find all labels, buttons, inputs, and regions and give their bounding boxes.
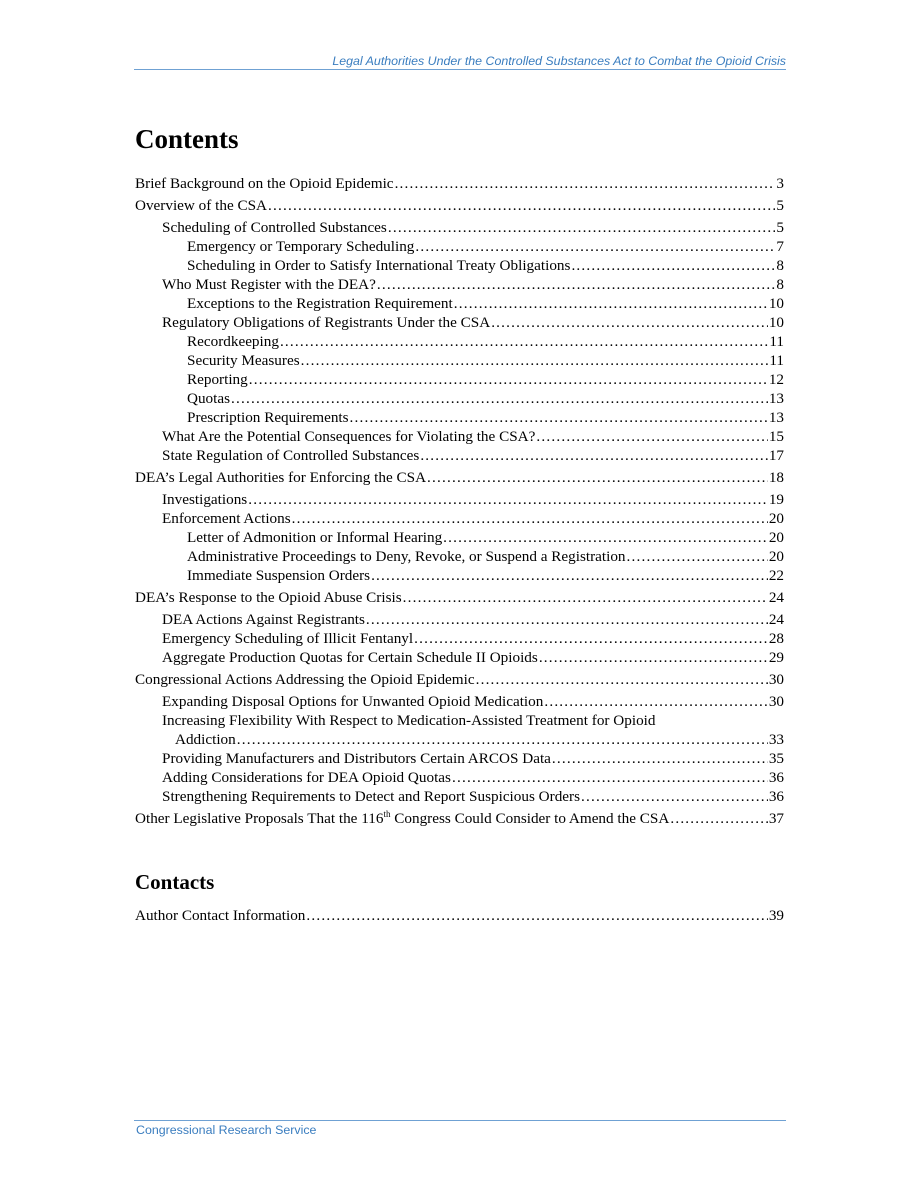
toc-entry[interactable]: Enforcement Actions . . . 20	[135, 509, 784, 528]
toc-page-number: 35	[768, 750, 784, 767]
toc-entry[interactable]: DEA’s Legal Authorities for Enforcing the CSA . . . 18	[135, 468, 784, 487]
toc-page-number: 15	[768, 428, 784, 445]
toc-leader	[415, 237, 775, 256]
toc-page-number: 18	[768, 469, 784, 486]
toc-page-number: 19	[768, 491, 784, 508]
toc-leader	[454, 294, 768, 313]
toc-leader	[539, 648, 768, 667]
toc-page-number: 10	[768, 314, 784, 331]
toc-leader	[301, 351, 769, 370]
header-rule	[134, 69, 786, 70]
running-header: Legal Authorities Under the Controlled Substances Act to Combat the Opioid Crisis	[332, 54, 786, 68]
toc-leader	[452, 768, 768, 787]
toc-leader	[268, 196, 775, 215]
toc-leader	[414, 629, 768, 648]
toc-leader	[443, 528, 768, 547]
toc-leader	[388, 218, 776, 237]
toc-leader	[306, 906, 767, 925]
toc-page-number: 24	[768, 611, 784, 628]
footer-publisher: Congressional Research Service	[136, 1123, 317, 1137]
toc-entry[interactable]: Scheduling in Order to Satisfy International Treaty Obligations . . . 8	[135, 256, 784, 275]
toc-leader	[536, 427, 767, 446]
toc-leader	[491, 313, 768, 332]
toc-entry[interactable]: DEA Actions Against Registrants . . . 24	[135, 610, 784, 629]
toc-entry[interactable]: Expanding Disposal Options for Unwanted Opioid Medication . . . 30	[135, 692, 784, 711]
toc-entry[interactable]: Immediate Suspension Orders . . . 22	[135, 566, 784, 585]
toc-entry[interactable]: Author Contact Information . . . 39	[135, 906, 784, 925]
toc-page-number: 22	[768, 567, 784, 584]
toc-entry[interactable]: Prescription Requirements . . . 13	[135, 408, 784, 427]
toc-leader	[350, 408, 768, 427]
toc-entry[interactable]: Providing Manufacturers and Distributors Certain ARCOS Data . . . 35	[135, 749, 784, 768]
toc-page-number: 8	[776, 257, 784, 274]
toc-page-number: 37	[768, 810, 784, 827]
toc-page-number: 5	[776, 197, 784, 214]
toc-page-number: 30	[768, 693, 784, 710]
toc-page-number: 8	[776, 276, 784, 293]
toc-page-number: 3	[776, 175, 784, 192]
toc-entry[interactable]: Overview of the CSA . . . 5	[135, 196, 784, 215]
toc-entry[interactable]: Brief Background on the Opioid Epidemic . . . 3	[135, 174, 784, 193]
toc-page-number: 5	[776, 219, 784, 236]
toc-page-number: 20	[768, 510, 784, 527]
toc-leader	[371, 566, 768, 585]
toc-leader	[377, 275, 776, 294]
toc-leader	[237, 730, 768, 749]
toc-page-number: 24	[768, 589, 784, 606]
toc-entry[interactable]: Reporting . . . 12	[135, 370, 784, 389]
toc-page-number: 13	[768, 390, 784, 407]
toc-entry[interactable]: Congressional Actions Addressing the Opioid Epidemic . . . 30	[135, 670, 784, 689]
toc-leader	[476, 670, 768, 689]
toc-entry[interactable]: Adding Considerations for DEA Opioid Quotas . . . 36	[135, 768, 784, 787]
toc-entry[interactable]: What Are the Potential Consequences for Violating the CSA? . . . 15	[135, 427, 784, 446]
toc-page-number: 10	[768, 295, 784, 312]
toc-page-number: 28	[768, 630, 784, 647]
toc-entry[interactable]: Strengthening Requirements to Detect and Report Suspicious Orders . . . 36	[135, 787, 784, 806]
contacts-heading: Contacts	[135, 870, 215, 894]
toc-entry[interactable]: State Regulation of Controlled Substances . . . 17	[135, 446, 784, 465]
toc-page-number: 20	[768, 548, 784, 565]
toc-page-number: 12	[768, 371, 784, 388]
toc-entry[interactable]: Who Must Register with the DEA? . . . 8	[135, 275, 784, 294]
toc-entry[interactable]: Other Legislative Proposals That the 116th Congress Could Consider to Amend the CSA . . . 37	[135, 809, 784, 828]
toc-entry[interactable]: DEA’s Response to the Opioid Abuse Crisis . . . 24	[135, 588, 784, 607]
toc-entry[interactable]: Emergency Scheduling of Illicit Fentanyl . . . 28	[135, 629, 784, 648]
toc-leader	[571, 256, 775, 275]
toc-leader	[292, 509, 768, 528]
toc-entry[interactable]: Exceptions to the Registration Requirement . . . 10	[135, 294, 784, 313]
toc-leader	[280, 332, 768, 351]
toc-page-number: 17	[768, 447, 784, 464]
contents-heading: Contents	[135, 124, 239, 154]
toc-leader	[403, 588, 768, 607]
toc-page-number: 13	[768, 409, 784, 426]
toc-page-number: 11	[769, 352, 784, 369]
toc-page-number: 33	[768, 731, 784, 748]
toc-leader	[627, 547, 768, 566]
toc-leader	[427, 468, 768, 487]
toc-leader	[581, 787, 768, 806]
toc-entry[interactable]: Quotas . . . 13	[135, 389, 784, 408]
toc-entry[interactable]: Recordkeeping . . . 11	[135, 332, 784, 351]
toc-leader	[544, 692, 767, 711]
toc-entry[interactable]: Administrative Proceedings to Deny, Revoke, or Suspend a Registration . . . 20	[135, 547, 784, 566]
toc-leader	[552, 749, 768, 768]
toc-page-number: 39	[768, 907, 784, 924]
toc-leader	[366, 610, 768, 629]
contacts-list	[135, 906, 784, 925]
toc-leader	[420, 446, 768, 465]
toc-page-number: 36	[768, 788, 784, 805]
toc-page-number: 36	[768, 769, 784, 786]
toc-page-number: 7	[776, 238, 784, 255]
toc-leader	[231, 389, 768, 408]
toc-page-number: 20	[768, 529, 784, 546]
toc-leader	[395, 174, 776, 193]
toc-entry[interactable]: Increasing Flexibility With Respect to Medication-Assisted Treatment for Opioid Addiction . . . 33	[135, 711, 784, 749]
toc-page-number: 30	[768, 671, 784, 688]
toc-page-number: 29	[768, 649, 784, 666]
toc-leader	[249, 370, 768, 389]
toc-page-number: 11	[769, 333, 784, 350]
footer-rule	[134, 1120, 786, 1121]
toc-entry[interactable]: Aggregate Production Quotas for Certain Schedule II Opioids . . . 29	[135, 648, 784, 667]
toc-entry[interactable]: Letter of Admonition or Informal Hearing . . . 20	[135, 528, 784, 547]
toc-entry[interactable]: Security Measures . . . 11	[135, 351, 784, 370]
table-of-contents	[135, 174, 784, 828]
toc-leader	[670, 809, 767, 828]
toc-entry[interactable]: Regulatory Obligations of Registrants Under the CSA . . . 10	[135, 313, 784, 332]
toc-leader	[248, 490, 768, 509]
toc-entry[interactable]: Investigations . . . 19	[135, 490, 784, 509]
toc-entry[interactable]: Emergency or Temporary Scheduling . . . 7	[135, 237, 784, 256]
toc-entry[interactable]: Scheduling of Controlled Substances . . . 5	[135, 218, 784, 237]
